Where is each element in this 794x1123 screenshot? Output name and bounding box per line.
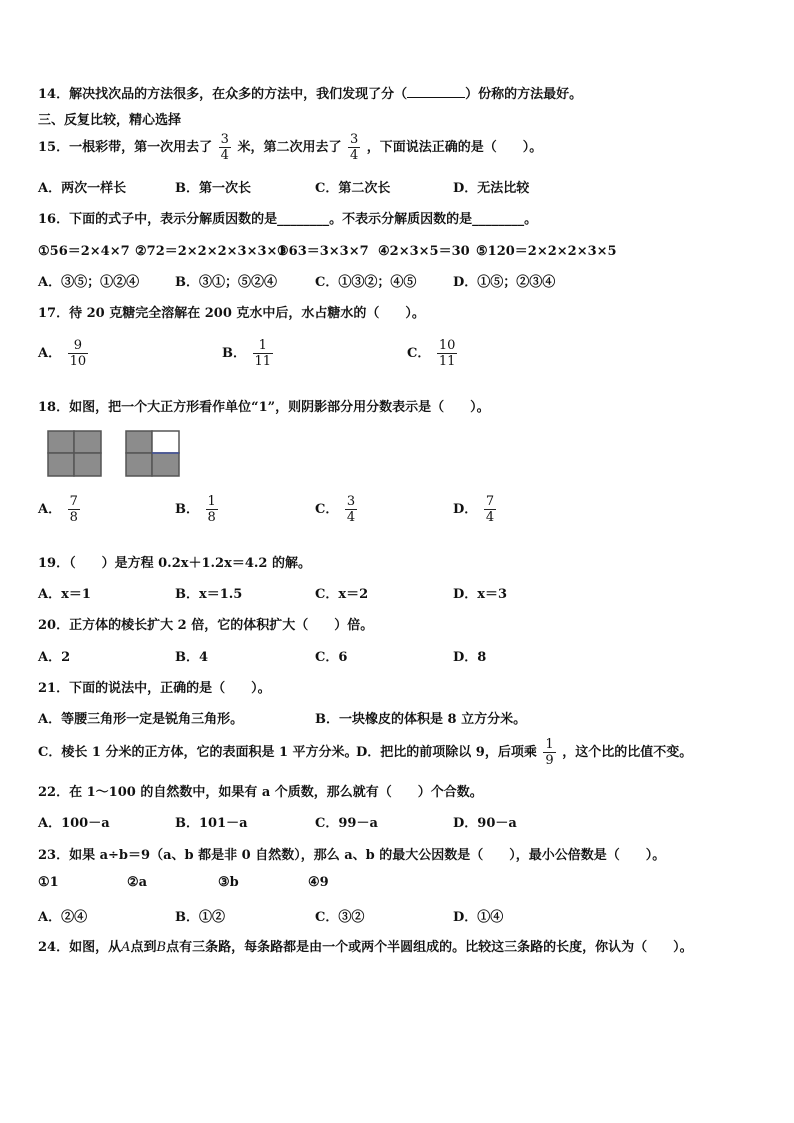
fraction-denominator: 4 — [485, 510, 495, 525]
q21-option-c[interactable]: C．棱长 1 分米的正方体，它的表面积是 1 平方分米。 — [38, 745, 358, 760]
q19-option-c[interactable]: C．x＝2 — [315, 587, 369, 602]
q18-option-a[interactable] — [38, 494, 82, 525]
q15-text-1: 15．一根彩带，第一次用去了 — [38, 140, 213, 155]
fraction-denominator: 11 — [254, 354, 272, 369]
q21-option-d-fraction — [543, 737, 555, 768]
q17-option-b-fraction — [253, 338, 274, 369]
q16-option-a[interactable]: A．③⑤；①②④ — [38, 275, 140, 290]
q16-option-c[interactable]: C．①③②；④⑤ — [315, 275, 417, 290]
q18-full-square-figure — [47, 430, 103, 478]
shaded-cell — [126, 453, 152, 476]
shaded-cell — [74, 453, 101, 476]
question-21: 21．下面的说法中，正确的是（ ）。 — [38, 681, 271, 696]
q18-option-d[interactable] — [453, 494, 498, 525]
q23-item-1: ①1 — [38, 875, 59, 890]
question-18: 18．如图，把一个大正方形看作单位“1”，则阴影部分用分数表示是（ ）。 — [38, 400, 490, 415]
q24-point-b: B — [156, 940, 167, 955]
q16-option-d[interactable]: D．①⑤；②③④ — [453, 275, 556, 290]
shaded-cell — [126, 431, 152, 453]
q14-text-pre: 14．解决找次品的方法很多，在众多的方法中，我们发现了分（ — [38, 87, 408, 102]
q23-option-a[interactable]: A．②④ — [38, 910, 88, 925]
q24-text-2: 点到 — [130, 940, 157, 955]
section-heading: 三、反复比较，精心选择 — [38, 113, 182, 128]
fraction-numerator: 3 — [220, 132, 229, 147]
q16-item-2: ②72＝2×2×2×3×3×1 — [135, 244, 287, 259]
option-label: A． — [38, 346, 62, 361]
q21-option-b[interactable]: B．一块橡皮的体积是 8 立方分米。 — [315, 712, 527, 727]
question-19: 19．（ ）是方程 0.2x＋1.2x＝4.2 的解。 — [38, 556, 311, 571]
q15-fraction-1 — [219, 132, 231, 163]
q15-text-2: 米，第二次用去了 — [237, 140, 342, 155]
q14-answer-blank[interactable] — [407, 85, 465, 98]
fraction-numerator: 3 — [346, 494, 356, 509]
question-24 — [38, 936, 693, 955]
q14-text-post: ）份称的方法最好。 — [465, 87, 583, 102]
q20-option-c[interactable]: C．6 — [315, 650, 348, 665]
fraction-denominator: 4 — [220, 148, 229, 163]
question-23: 23．如果 a÷b＝9（a、b 都是非 0 自然数），那么 a、b 的最大公因数是（ ），最小公倍数是（ ）。 — [38, 848, 666, 863]
q18-option-b-fraction — [206, 494, 218, 525]
q23-item-4: ④9 — [308, 875, 329, 890]
shaded-cell — [48, 431, 74, 453]
question-14 — [38, 83, 582, 102]
q18-partial-square-figure — [125, 430, 181, 478]
fraction-numerator: 1 — [258, 338, 267, 353]
fraction-denominator: 4 — [346, 510, 356, 525]
option-label: D． — [453, 502, 478, 517]
q21-option-d-text-pre: D．把比的前项除以 9，后项乘 — [356, 745, 537, 760]
question-22: 22．在 1～100 的自然数中，如果有 a 个质数，那么就有（ ）个合数。 — [38, 785, 483, 800]
fraction-numerator: 7 — [485, 494, 495, 509]
question-16: 16．下面的式子中，表示分解质因数的是________。不表示分解质因数的是________。 — [38, 212, 538, 227]
q16-item-3: ③63＝3×3×7 — [277, 244, 369, 259]
q18-option-a-fraction — [68, 494, 80, 525]
fraction-denominator: 8 — [207, 510, 216, 525]
fraction-numerator: 3 — [349, 132, 359, 147]
option-label: B． — [175, 502, 199, 517]
q23-item-2: ②a — [127, 875, 148, 890]
option-label: B． — [222, 346, 246, 361]
fraction-denominator: 8 — [69, 510, 78, 525]
q19-option-b[interactable]: B．x＝1.5 — [175, 587, 243, 602]
q22-option-b[interactable]: B．101－a — [175, 816, 248, 831]
q24-point-a: A — [121, 940, 131, 955]
option-label: C． — [407, 346, 431, 361]
q17-option-c[interactable] — [407, 338, 459, 369]
shaded-cell — [74, 431, 101, 453]
q17-option-a-fraction — [68, 338, 89, 369]
q16-item-4: ④2×3×5＝30 — [378, 244, 470, 259]
question-20: 20．正方体的棱长扩大 2 倍，它的体积扩大（ ）倍。 — [38, 618, 374, 633]
fraction-numerator: 7 — [69, 494, 78, 509]
q19-option-d[interactable]: D．x＝3 — [453, 587, 508, 602]
q24-text-1: 24．如图，从 — [38, 940, 122, 955]
q20-option-b[interactable]: B．4 — [175, 650, 209, 665]
q15-option-b[interactable]: B．第一次长 — [175, 181, 251, 196]
shaded-cell — [48, 453, 74, 476]
fraction-denominator: 4 — [349, 148, 359, 163]
fraction-numerator: 10 — [438, 338, 456, 353]
q16-option-b[interactable]: B．③①；⑤②④ — [175, 275, 277, 290]
unshaded-cell — [152, 431, 179, 453]
question-15 — [38, 130, 542, 166]
q16-item-5: ⑤120＝2×2×2×3×5 — [476, 244, 617, 259]
q23-item-3: ③b — [218, 875, 239, 890]
fraction-numerator: 1 — [545, 737, 554, 752]
q20-option-a[interactable]: A．2 — [38, 650, 71, 665]
q15-option-c[interactable]: C．第二次长 — [315, 181, 391, 196]
q20-option-d[interactable]: D．8 — [453, 650, 487, 665]
q22-option-d[interactable]: D．90－a — [453, 816, 517, 831]
question-17: 17．待 20 克糖完全溶解在 200 克水中后，水占糖水的（ ）。 — [38, 306, 425, 321]
q17-option-b[interactable] — [222, 338, 275, 369]
q16-item-1: ①56＝2×4×7 — [38, 244, 130, 259]
q18-option-c[interactable] — [315, 494, 359, 525]
shaded-cell — [152, 453, 179, 476]
q18-option-d-fraction — [484, 494, 496, 525]
q22-option-a[interactable]: A．100－a — [38, 816, 110, 831]
q23-option-c[interactable]: C．③② — [315, 910, 365, 925]
q18-option-c-fraction — [345, 494, 357, 525]
fraction-denominator: 11 — [438, 354, 456, 369]
q19-option-a[interactable]: A．x＝1 — [38, 587, 91, 602]
q21-option-a[interactable]: A．等腰三角形一定是锐角三角形。 — [38, 712, 244, 727]
q23-option-b[interactable]: B．①② — [175, 910, 225, 925]
fraction-numerator: 1 — [207, 494, 216, 509]
fraction-numerator: 9 — [73, 338, 83, 353]
fraction-denominator: 9 — [545, 753, 554, 768]
q21-option-d-text-post: ，这个比的比值不变。 — [562, 745, 693, 760]
option-label: C． — [315, 502, 339, 517]
q18-option-b[interactable] — [175, 494, 220, 525]
q22-option-c[interactable]: C．99－a — [315, 816, 378, 831]
q17-option-c-fraction — [437, 338, 458, 369]
q15-fraction-2 — [348, 132, 360, 163]
q15-option-a[interactable]: A．两次一样长 — [38, 181, 127, 196]
q17-option-a[interactable] — [38, 338, 90, 369]
q15-text-3: ，下面说法正确的是（ ）。 — [366, 140, 543, 155]
q23-option-d[interactable]: D．①④ — [453, 910, 504, 925]
q24-text-3: 点有三条路，每条路都是由一个或两个半圆组成的。比较这三条路的长度，你认为（ ）。 — [166, 940, 693, 955]
option-label: A． — [38, 502, 62, 517]
fraction-denominator: 10 — [69, 354, 87, 369]
q21-option-d[interactable] — [356, 735, 692, 771]
q15-option-d[interactable]: D．无法比较 — [453, 181, 530, 196]
